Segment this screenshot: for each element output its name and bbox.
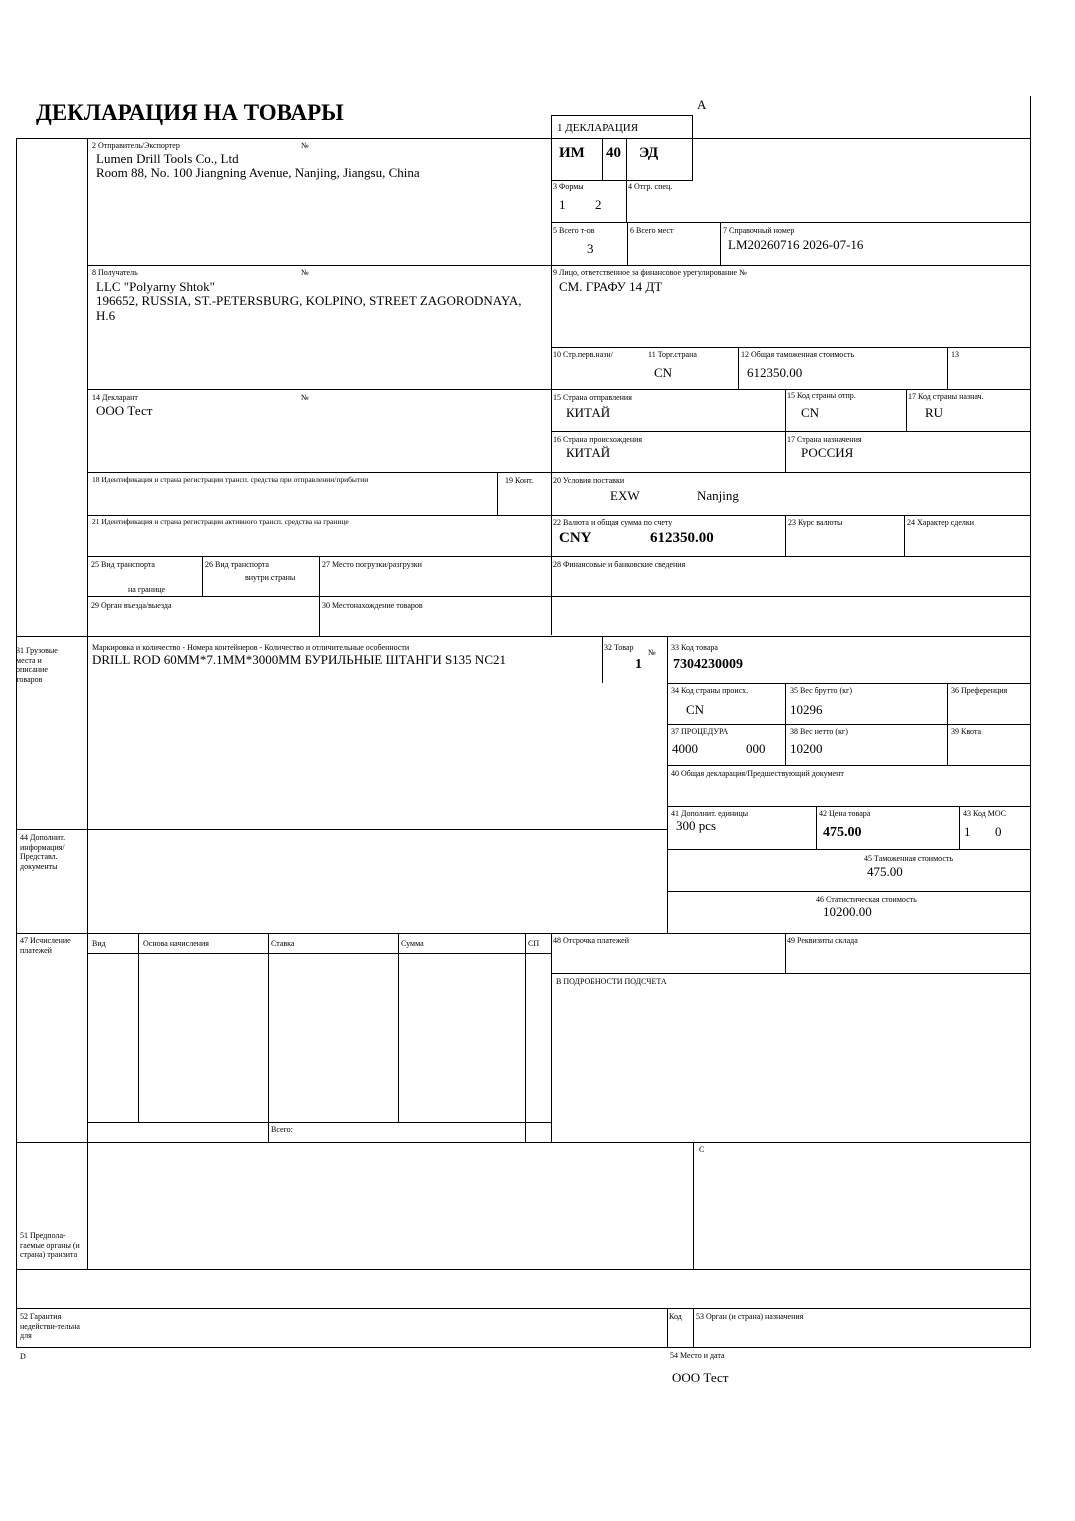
net-weight-value: 10200 xyxy=(790,741,823,756)
box17-value: РОССИЯ xyxy=(801,445,854,460)
box54-label: 54 Место и дата xyxy=(670,1351,725,1360)
col-sum: Сумма xyxy=(401,939,424,948)
box32-value: 1 xyxy=(635,657,642,672)
box2-label: 2 Отправитель/Экспортер xyxy=(92,141,180,150)
box36-label: 36 Преференция xyxy=(951,686,1008,695)
box20-place: Nanjing xyxy=(697,488,739,503)
box42-label: 42 Цена товара xyxy=(819,809,871,818)
box15a-value: CN xyxy=(801,405,820,420)
box14-label: 14 Декларант xyxy=(92,393,138,402)
goods-description: DRILL ROD 60MM*7.1MM*3000MM БУРИЛЬНЫЕ ШТАНГИ S135 NC21 xyxy=(92,652,506,667)
box46-label: 46 Статистическая стоимость xyxy=(816,895,917,904)
box24-label: 24 Характер сделки xyxy=(907,518,975,527)
box15-label: 15 Страна отправления xyxy=(553,393,632,402)
box40-label: 40 Общая декларация/Предшествующий документ xyxy=(671,769,844,778)
box3-label: 3 Формы xyxy=(553,182,584,191)
box11-value: CN xyxy=(654,365,673,380)
col-rate: Ставка xyxy=(271,939,295,948)
exporter-address: Room 88, No. 100 Jiangning Avenue, Nanjing, Jiangsu, China xyxy=(96,165,420,180)
box1-type: ИМ xyxy=(559,145,585,161)
box30-label: 30 Местонахождение товаров xyxy=(322,601,423,610)
box19-label: 19 Конт. xyxy=(505,476,534,485)
box1-label: 1 ДЕКЛАРАЦИЯ xyxy=(557,122,639,134)
box3-form-number: 1 xyxy=(559,197,566,212)
box43-v2: 0 xyxy=(995,824,1002,839)
box13-label: 13 xyxy=(951,350,959,359)
box9-value: СМ. ГРАФУ 14 ДТ xyxy=(559,279,663,294)
box43-label: 43 Код МОС xyxy=(963,809,1007,818)
box44-label: 44 Дополнит. информация/ Представл. документы xyxy=(20,833,66,871)
box37-previous: 000 xyxy=(746,741,766,756)
box49-label: 49 Реквизиты склада xyxy=(787,936,858,945)
customs-value: 475.00 xyxy=(867,864,903,879)
box23-label: 23 Курс валюты xyxy=(788,518,843,527)
gross-weight-value: 10296 xyxy=(790,702,823,717)
box31-sublabel: Маркировка и количество - Номера контейнеров - Количество и отличительные особенности xyxy=(92,643,410,652)
section-letter-a: А xyxy=(697,97,707,112)
consignee-address: 196652, RUSSIA, ST.-PETERSBURG, KOLPINO, STREET ZAGORODNAYA, H.6 xyxy=(96,293,522,323)
box52-label: 52 Гарантия недействи-тельна для xyxy=(20,1312,80,1341)
payments-total-label: Всего: xyxy=(271,1125,293,1134)
box16-label: 16 Страна происхождения xyxy=(553,435,643,444)
box12-label: 12 Общая таможенная стоимость xyxy=(741,350,855,359)
box33-label: 33 Код товара xyxy=(671,643,718,652)
box17-label: 17 Страна назначения xyxy=(787,435,862,444)
box9-label: 9 Лицо, ответственное за финансовое урегулирование № xyxy=(553,268,747,277)
box14-number-sign: № xyxy=(301,393,309,402)
box28-label: 28 Финансовые и банковские сведения xyxy=(553,560,686,569)
code-label: Код xyxy=(669,1312,682,1321)
box32-number-sign: № xyxy=(648,648,656,657)
box37-label: 37 ПРОЦЕДУРА xyxy=(671,727,729,736)
box21-label: 21 Идентификация и страна регистрации активного трансп. средства на границе xyxy=(92,517,349,526)
box15-value: КИТАЙ xyxy=(566,405,611,420)
box1-procedure: 40 xyxy=(606,145,621,161)
box11-label: 11 Торг.страна xyxy=(648,350,697,359)
box29-label: 29 Орган въезда/выезда xyxy=(91,601,172,610)
box22-currency: CNY xyxy=(559,530,592,546)
box12-value: 612350.00 xyxy=(747,365,803,380)
box34-value: CN xyxy=(686,702,705,717)
box20-terms: EXW xyxy=(610,488,640,503)
box45-label: 45 Таможенная стоимость xyxy=(864,854,954,863)
box53-label: 53 Орган (и страна) назначения xyxy=(696,1312,804,1321)
box25-label: 25 Вид транспорта xyxy=(91,560,155,569)
box5-label: 5 Всего т-ов xyxy=(553,226,595,235)
box4-label: 4 Отгр. спец. xyxy=(628,182,673,191)
box25-sublabel: на границе xyxy=(128,585,166,594)
box47-label: 47 Исчисление платежей xyxy=(20,936,71,955)
page-title: ДЕКЛАРАЦИЯ НА ТОВАРЫ xyxy=(36,100,344,125)
box27-label: 27 Место погрузки/разгрузки xyxy=(322,560,422,569)
boxB-label: В ПОДРОБНОСТИ ПОДСЧЕТА xyxy=(556,977,667,986)
box8-number-sign: № xyxy=(301,268,309,277)
box8-label: 8 Получатель xyxy=(92,268,138,277)
box31-label: 31 Грузовые места и описание товаров xyxy=(16,646,58,684)
exporter-name: Lumen Drill Tools Co., Ltd xyxy=(96,151,239,166)
box41-label: 41 Дополнит. единицы xyxy=(671,809,749,818)
declarant-value: ООО Тест xyxy=(96,403,153,418)
box5-value: 3 xyxy=(587,241,594,256)
box16-value: КИТАЙ xyxy=(566,445,611,460)
box17a-value: RU xyxy=(925,405,944,420)
item-price-value: 475.00 xyxy=(823,825,862,840)
statistical-value: 10200.00 xyxy=(823,904,872,919)
hs-code-value: 7304230009 xyxy=(673,657,743,672)
box22-amount: 612350.00 xyxy=(650,530,714,546)
box51-label: 51 Предпола-гаемые органы (и страна) транзита xyxy=(20,1231,80,1260)
box20-label: 20 Условия поставки xyxy=(553,476,625,485)
section-letter-d: D xyxy=(20,1352,26,1361)
box22-label: 22 Валюта и общая сумма по счету xyxy=(553,518,673,527)
box15a-label: 15 Код страны отпр. xyxy=(787,391,856,400)
consignee-name: LLC "Polyarny Shtok" xyxy=(96,279,215,294)
box7-label: 7 Справочный номер xyxy=(723,226,795,235)
box6-label: 6 Всего мест xyxy=(630,226,674,235)
box26-sublabel: внутри страны xyxy=(245,573,296,582)
box34-label: 34 Код страны происх. xyxy=(671,686,749,695)
section-letter-c: С xyxy=(699,1145,705,1154)
box54-value: ООО Тест xyxy=(672,1370,729,1385)
col-vid: Вид xyxy=(92,939,106,948)
box41-value: 300 pcs xyxy=(676,818,717,833)
box39-label: 39 Квота xyxy=(951,727,982,736)
box37-procedure: 4000 xyxy=(672,741,698,756)
box2-number-sign: № xyxy=(301,141,309,150)
box35-label: 35 Вес брутто (кг) xyxy=(790,686,852,695)
box17a-label: 17 Код страны назнач. xyxy=(908,392,984,401)
col-sp: СП xyxy=(528,939,540,948)
box32-label: 32 Товар xyxy=(604,643,634,652)
box10-label: 10 Стр.перв.назн/ xyxy=(553,350,613,359)
box48-label: 48 Отсрочка платежей xyxy=(553,936,629,945)
box7-value: LM20260716 2026-07-16 xyxy=(728,237,864,252)
box38-label: 38 Вес нетто (кг) xyxy=(790,727,848,736)
box3-form-total: 2 xyxy=(595,197,602,212)
box1-form: ЭД xyxy=(639,145,659,161)
box26-label: 26 Вид транспорта xyxy=(205,560,269,569)
col-base: Основа начисления xyxy=(143,939,209,948)
box43-v1: 1 xyxy=(964,824,971,839)
box18-label: 18 Идентификация и страна регистрации трансп. средства при отправлении/прибытии xyxy=(92,475,369,484)
